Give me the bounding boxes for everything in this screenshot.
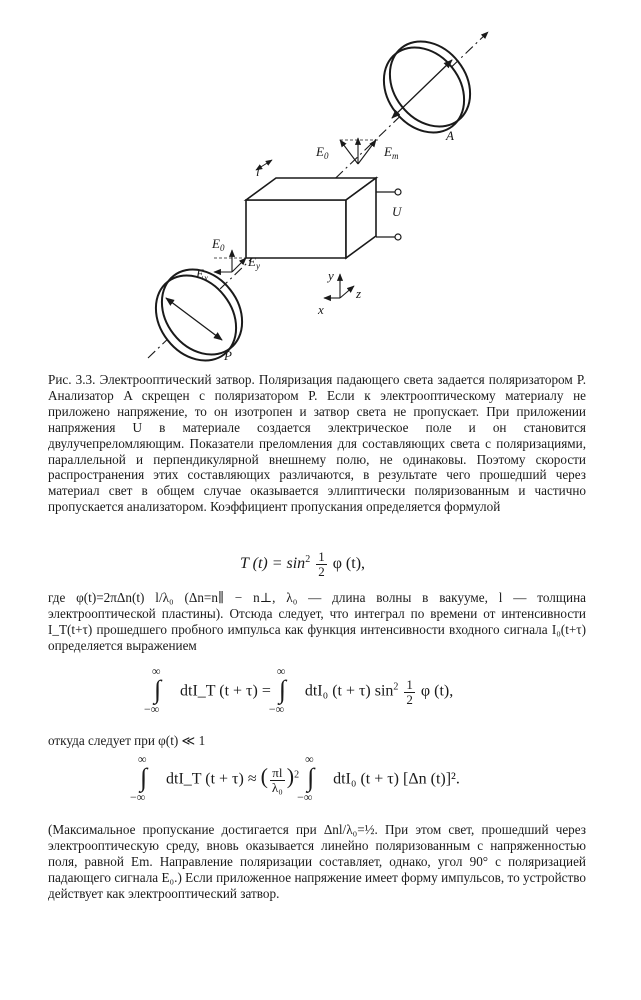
caption-lead: Рис. 3.3. [48, 372, 96, 387]
label-E0-top: $E_0$ [316, 144, 329, 161]
figure-caption [48, 372, 586, 515]
axis-y-label: y [328, 268, 334, 283]
polarization-arrows-top [340, 138, 380, 164]
label-P: P [224, 348, 232, 363]
axis-z-label: z [356, 286, 362, 301]
label-Em: $E_m$ [384, 144, 399, 161]
label-E0-low: $E_0$ [212, 236, 225, 253]
figure-electrooptic-shutter [0, 0, 641, 372]
paragraph-definitions: где φ(t)=2πΔn(t) l/λ₀ (Δn=n∥ − n⊥, λ₀ — длина волны в вакууме, l — толщина электрооптической пластины). Отсюда следует, что интеграл по времени от интенсивности I_T(t+τ) прошедшего пробного импульса как функция интенсивности входного сигнала I₀(t+τ) определяется выражением [48, 590, 586, 653]
paragraph-condition: откуда следует при φ(t) ≪ 1 [48, 733, 206, 748]
label-A: A [446, 128, 454, 143]
label-l: l [256, 164, 260, 179]
formula-transmission: T $(t) = \sin^2$ $\frac{1}{2}$ φ (t), [240, 549, 366, 579]
crystal-box [246, 178, 376, 258]
figure-diagram [0, 0, 641, 372]
formula-integral-1: ∞ ∫ −∞ dtI_T (t + τ) = ∞ ∫ −∞ dtI₀ (t + τ) $\sin^2$ $\frac{1}{2}$ φ (t), [144, 664, 454, 716]
label-U: U [392, 204, 402, 219]
label-Ex: $E_x$ [196, 266, 208, 283]
formula-integral-2: ∞ ∫ −∞ dtI_T (t + τ) ≈ ( $\frac{\pi l}{\text{λ₀}}$ )$^2$ ∞ ∫ −∞ dtI₀ (t + τ) [Δn (t)]². [130, 752, 460, 804]
paragraph-max-transmission: (Максимальное пропускание достигается при Δnl/λ₀=½. При этом свет, прошедший через электрооптическую среду, вновь оказывается линейно поляризованным с напряженностью поля, равной Em. Направление поляризации составляет, однако, угол 90° с поляризацией падающего сигнала E₀.) Если приложенное напряжение имеет форму импульсов, то устройство действует как электрооптический затвор. [48, 822, 586, 901]
axis-x-label: x [318, 302, 324, 317]
label-Ey: $E_y$ [248, 254, 260, 271]
caption-body: Электрооптический затвор. Поляризация падающего света задается поляризатором P. Анализатор A скрещен с поляризатором P. Если к электрооптическому материалу не приложено напряжение, то он изотропен и затвор света не пропускает. При приложении напряжения U в материале создается электрическое поле и он становится двулучепреломляющим. Показатели преломления для составляющих света с поляризациями, параллельной и перпендикулярной внешнему полю, не одинаковы. Поэтому скорости распространения этих составляющих различаются, в результате чего прошедший через материал свет в общем случае оказывается эллиптически поляризованным и частично пропускается анализатором. Коэффициент пропускания определяется формулой [48, 372, 587, 515]
